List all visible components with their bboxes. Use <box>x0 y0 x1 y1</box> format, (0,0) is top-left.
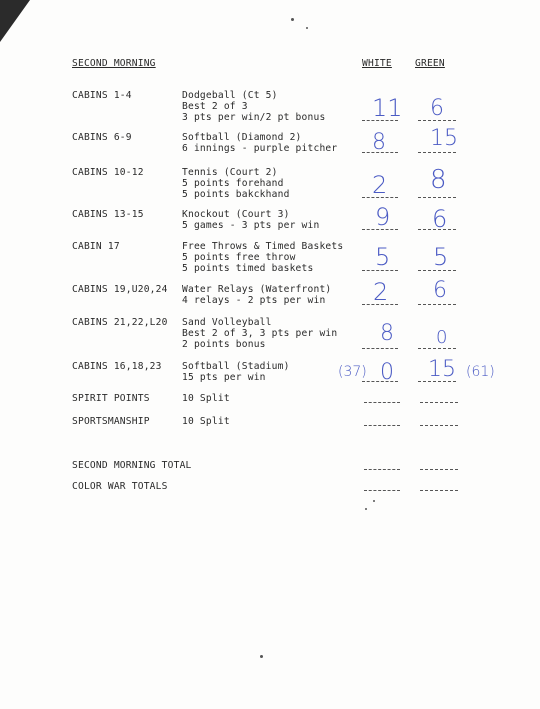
cabins-label: CABINS 19,U20,24 <box>72 284 168 295</box>
event-line: 5 points bakckhand <box>182 189 290 200</box>
green-score: 6 <box>432 205 448 233</box>
white-score: 9 <box>375 203 391 231</box>
white-total-blank <box>364 490 400 491</box>
green-column-header: GREEN <box>415 58 445 69</box>
green-total-blank <box>420 490 458 491</box>
cabins-label: CABINS 6-9 <box>72 132 132 143</box>
event-line: 5 points timed baskets <box>182 263 314 274</box>
green-score: 8 <box>430 165 447 195</box>
green-score: 6 <box>430 96 444 121</box>
scan-speck <box>373 500 375 502</box>
extra-label: SPORTSMANSHIP <box>72 416 150 427</box>
green-score-blank <box>420 402 458 403</box>
event-line: Best 2 of 3 <box>182 101 248 112</box>
green-score: 15 <box>428 357 456 382</box>
event-line: Sand Volleyball <box>182 317 272 328</box>
green-score-blank <box>418 348 456 349</box>
green-score: 5 <box>433 243 449 271</box>
scan-speck <box>260 655 263 658</box>
green-total-blank <box>420 469 458 470</box>
sheet-title: SECOND MORNING <box>72 58 156 69</box>
event-line: 6 innings - purple pitcher <box>182 143 338 154</box>
event-line: 2 points bonus <box>182 339 266 350</box>
extra-label: SPIRIT POINTS <box>72 393 150 404</box>
white-score: 0 <box>380 360 394 385</box>
event-line: Softball (Stadium) <box>182 361 290 372</box>
total-label: COLOR WAR TOTALS <box>72 481 168 492</box>
cabins-label: CABINS 21,22,L20 <box>72 317 168 328</box>
cabins-label: CABINS 10-12 <box>72 167 144 178</box>
white-score: 2 <box>372 171 388 199</box>
extra-value: 10 Split <box>182 416 230 427</box>
event-line: 15 pts per win <box>182 372 266 383</box>
total-label: SECOND MORNING TOTAL <box>72 460 192 471</box>
event-line: Free Throws & Timed Baskets <box>182 241 344 252</box>
event-line: Water Relays (Waterfront) <box>182 284 332 295</box>
event-line: 5 points forehand <box>182 178 284 189</box>
event-line: Best 2 of 3, 3 pts per win <box>182 328 338 339</box>
white-score: 5 <box>375 243 391 271</box>
white-total-blank <box>364 469 400 470</box>
event-line: Softball (Diamond 2) <box>182 132 302 143</box>
scan-speck <box>306 27 308 29</box>
cabins-label: CABINS 13-15 <box>72 209 144 220</box>
cabins-label: CABINS 1-4 <box>72 90 132 101</box>
scan-speck <box>365 508 367 510</box>
green-score: 0 <box>436 327 448 348</box>
white-score-blank <box>364 425 400 426</box>
white-score: 8 <box>372 130 386 155</box>
white-score: 2 <box>373 278 389 306</box>
white-column-header: WHITE <box>362 58 392 69</box>
event-line: Knockout (Court 3) <box>182 209 290 220</box>
green-score-blank <box>418 197 456 198</box>
event-line: Dodgeball (Ct 5) <box>182 90 278 101</box>
white-score-blank <box>364 402 400 403</box>
event-line: 5 games - 3 pts per win <box>182 220 320 231</box>
green-subtotal-note: (61) <box>466 364 495 380</box>
green-score: 6 <box>433 278 447 303</box>
white-score-blank <box>362 348 398 349</box>
green-score-blank <box>420 425 458 426</box>
green-score-blank <box>418 304 456 305</box>
extra-value: 10 Split <box>182 393 230 404</box>
event-line: Tennis (Court 2) <box>182 167 278 178</box>
cabins-label: CABIN 17 <box>72 241 120 252</box>
event-line: 3 pts per win/2 pt bonus <box>182 112 326 123</box>
white-score: 8 <box>380 321 394 346</box>
white-subtotal-note: (37) <box>338 364 367 380</box>
green-score-blank <box>418 152 456 153</box>
cabins-label: CABINS 16,18,23 <box>72 361 162 372</box>
white-score: 11 <box>372 94 403 122</box>
event-line: 5 points free throw <box>182 252 296 263</box>
green-score: 15 <box>430 126 458 151</box>
scan-speck <box>291 18 294 21</box>
scan-corner-shadow <box>0 0 30 42</box>
event-line: 4 relays - 2 pts per win <box>182 295 326 306</box>
